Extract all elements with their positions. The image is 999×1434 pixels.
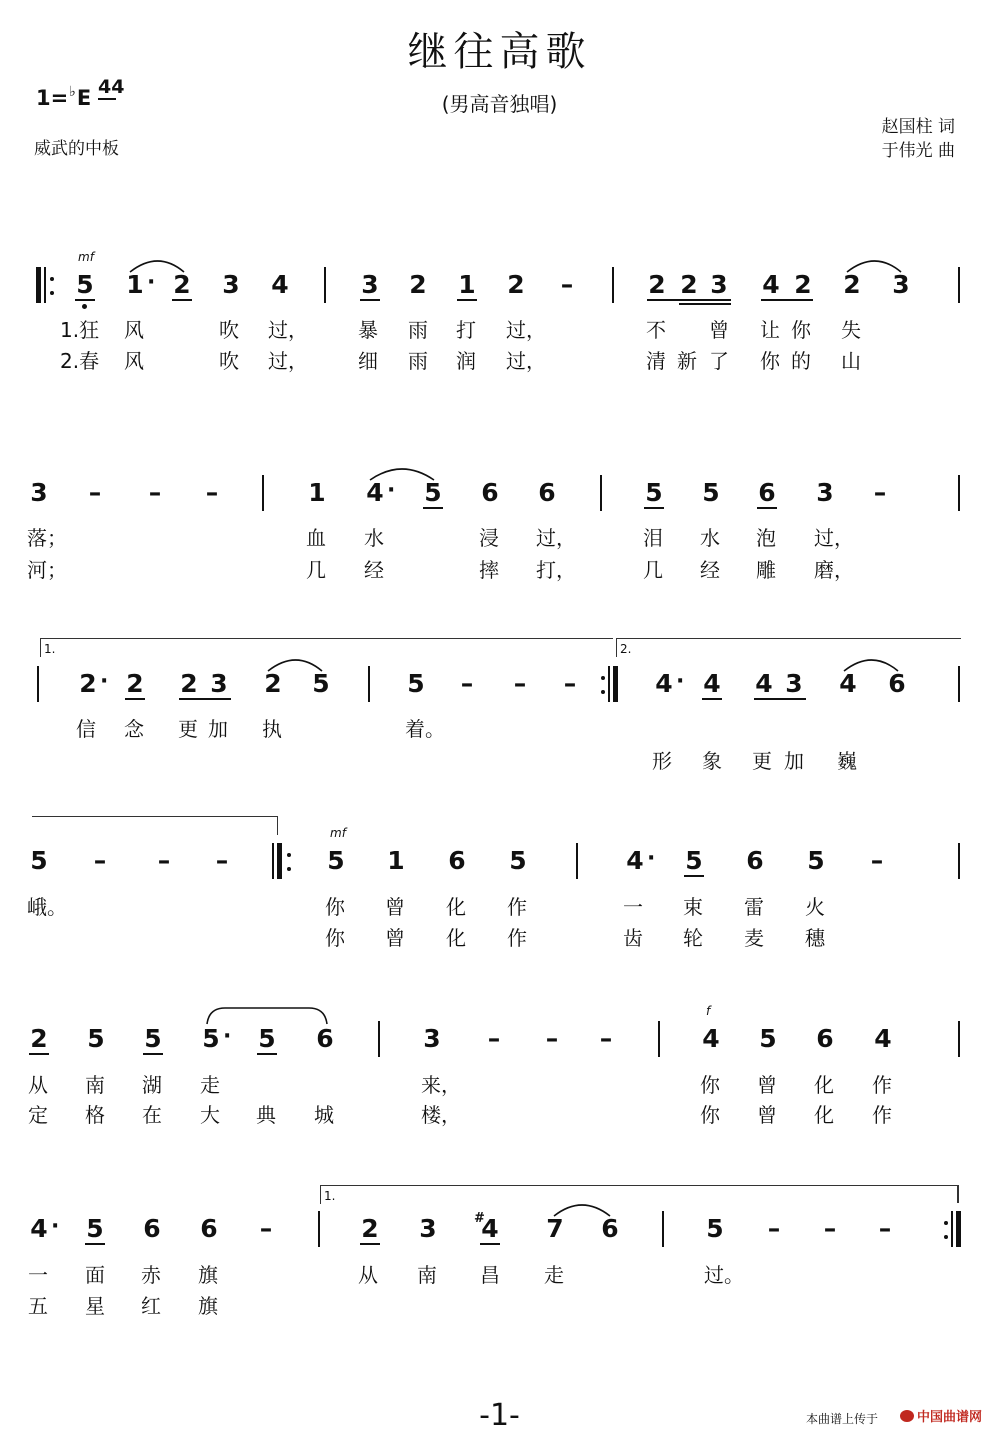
note: 6 [758, 478, 776, 507]
lyric: 失 [841, 318, 861, 342]
barline [958, 843, 960, 879]
repeat-dot [944, 1235, 948, 1239]
note: 3 [419, 1214, 437, 1243]
note: 2 [648, 270, 666, 299]
key-signature [36, 84, 91, 110]
note: 5 [86, 1214, 104, 1243]
lyric: 从 [28, 1073, 48, 1097]
lyric: 你 [760, 349, 780, 373]
lyric: 泪 [643, 526, 663, 550]
note: 4 [762, 270, 780, 299]
lyric: 雷 [744, 895, 764, 919]
time-bottom: 4 [111, 76, 125, 98]
barline [37, 666, 39, 702]
note: 5 [424, 478, 442, 507]
lyric: 形 [652, 749, 672, 773]
lyric: 着。 [405, 717, 445, 741]
lyric: 浸 [479, 526, 499, 550]
barline [958, 475, 960, 511]
lyric: 大 [200, 1103, 220, 1127]
repeat-start-bar [36, 267, 41, 303]
lyric: 五 [28, 1294, 48, 1318]
lyric: 来， [421, 1073, 461, 1097]
lyric: 2.春 [60, 349, 100, 373]
barline [958, 267, 960, 303]
lyric: 化 [814, 1103, 834, 1127]
volta-bracket-first [40, 638, 613, 657]
volta-bracket-end [957, 1185, 959, 1203]
lyric: 作 [507, 926, 527, 950]
lyric: 雨 [408, 349, 428, 373]
lyric: 楼， [421, 1103, 461, 1127]
volta-label: 2. [620, 642, 632, 656]
lyric: 过， [268, 349, 308, 373]
lyric: 轮 [683, 926, 703, 950]
note: 5 [807, 846, 825, 875]
dash: – [599, 1024, 613, 1053]
lyric: 你 [791, 318, 811, 342]
lyric: 曾 [709, 318, 729, 342]
lyric: 雨 [408, 318, 428, 342]
note: 5 [327, 846, 345, 875]
aug-dot: · [100, 669, 109, 694]
lyric: 麦 [744, 926, 764, 950]
lyric: 星 [85, 1294, 105, 1318]
lyric: 过。 [704, 1263, 744, 1287]
underline [179, 698, 231, 700]
barline [368, 666, 370, 702]
dash: – [205, 478, 219, 507]
note: 4 [703, 669, 721, 698]
aug-dot: · [223, 1024, 232, 1049]
lyric: 在 [142, 1103, 162, 1127]
lyric: 过， [506, 349, 546, 373]
lyric: 你 [325, 895, 345, 919]
note: 6 [538, 478, 556, 507]
lyric: 火 [805, 895, 825, 919]
note: 5 [702, 478, 720, 507]
lyric: 雕 [756, 558, 776, 582]
lyric: 南 [85, 1073, 105, 1097]
dash: – [545, 1024, 559, 1053]
repeat-dot [287, 867, 291, 871]
lyric: 吹 [219, 318, 239, 342]
note: 5 [87, 1024, 105, 1053]
aug-dot: · [387, 478, 396, 503]
note: 2 [30, 1024, 48, 1053]
lyric: 水 [700, 526, 720, 550]
lyric: 暴 [358, 318, 378, 342]
underline [757, 507, 777, 509]
slur [842, 653, 902, 673]
lyric: 打 [456, 318, 476, 342]
time-signature [98, 76, 124, 98]
note: 1 [458, 270, 476, 299]
lyric: 山 [841, 349, 861, 373]
volta-bracket-second [616, 638, 961, 657]
page-number: -1- [479, 1398, 520, 1433]
note: 2 [79, 669, 97, 698]
site-logo[interactable] [900, 1406, 982, 1425]
dash: – [878, 1214, 892, 1243]
slur [266, 653, 326, 673]
lyric: 风 [124, 349, 144, 373]
dynamic-mf: mf [330, 826, 346, 840]
tempo-marking: 威武的中板 [34, 139, 119, 159]
lyric: 峨。 [27, 895, 67, 919]
lyric: 更 [752, 749, 772, 773]
barline [324, 267, 326, 303]
lyric: 化 [446, 926, 466, 950]
dash: – [873, 478, 887, 507]
volta-bracket-first [320, 1185, 959, 1204]
note: 4 [626, 846, 644, 875]
lyric: 细 [358, 349, 378, 373]
dash: – [563, 669, 577, 698]
underline [85, 1243, 105, 1245]
barline [272, 843, 274, 879]
note: 6 [143, 1214, 161, 1243]
repeat-dot [50, 291, 54, 295]
lyric: 河； [27, 558, 67, 582]
lyric: 你 [700, 1073, 720, 1097]
lyric: 磨， [814, 558, 854, 582]
note: 2 [126, 669, 144, 698]
note: 4 [755, 669, 773, 698]
lyric: 格 [85, 1103, 105, 1127]
lyric: 经 [700, 558, 720, 582]
aug-dot: · [51, 1214, 60, 1239]
underline [257, 1053, 277, 1055]
lyric: 几 [306, 558, 326, 582]
lyric: 过， [268, 318, 308, 342]
barline [658, 1021, 660, 1057]
underline [423, 507, 443, 509]
lyric: 不 [646, 318, 666, 342]
barline [951, 1211, 953, 1247]
dynamic-f: f [706, 1004, 711, 1018]
lyric: 泡 [756, 526, 776, 550]
note: 2 [264, 669, 282, 698]
lyric: 曾 [385, 926, 405, 950]
lyric: 加 [208, 717, 228, 741]
note: 3 [30, 478, 48, 507]
note: 6 [200, 1214, 218, 1243]
lyric: 典 [256, 1103, 276, 1127]
lyric: 念 [124, 717, 144, 741]
note: 5 [76, 270, 94, 299]
lyric: 昌 [480, 1263, 500, 1287]
note: 2 [173, 270, 191, 299]
lyric: 执 [262, 717, 282, 741]
key-note: E [76, 86, 92, 110]
site-name: 中国曲谱网 [917, 1410, 983, 1425]
lyric: 走 [200, 1073, 220, 1097]
lyric: 的 [791, 349, 811, 373]
lyric: 过， [506, 318, 546, 342]
lyric: 吹 [219, 349, 239, 373]
dash: – [157, 846, 171, 875]
lyric: 更 [178, 717, 198, 741]
underline [754, 698, 806, 700]
lyric: 几 [643, 558, 663, 582]
time-top: 4 [98, 76, 112, 98]
note: 5 [258, 1024, 276, 1053]
note: 4 [655, 669, 673, 698]
note: 2 [843, 270, 861, 299]
dash: – [560, 270, 574, 299]
lyric: 南 [417, 1263, 437, 1287]
upload-credit: 本曲谱上传于 [806, 1412, 879, 1426]
note: 3 [785, 669, 803, 698]
lyric: 作 [872, 1103, 892, 1127]
dash: – [767, 1214, 781, 1243]
note: 1 [387, 846, 405, 875]
repeat-dot [50, 277, 54, 281]
lyric: 从 [358, 1263, 378, 1287]
underline [125, 698, 145, 700]
repeat-dot [601, 676, 605, 680]
dash: – [823, 1214, 837, 1243]
note: 4 [839, 669, 857, 698]
repeat-dot [287, 853, 291, 857]
lyric: 作 [872, 1073, 892, 1097]
lyric: 作 [507, 895, 527, 919]
dash: – [487, 1024, 501, 1053]
lyric: 清 [646, 349, 666, 373]
volta-label: 1. [44, 642, 56, 656]
lyric: 赤 [141, 1263, 161, 1287]
underline-double [679, 303, 731, 305]
note: 6 [448, 846, 466, 875]
lyric: 化 [814, 1073, 834, 1097]
lyric: 经 [364, 558, 384, 582]
lyric: 束 [683, 895, 703, 919]
sharp-sign: # [474, 1211, 485, 1226]
lyric: 一 [623, 895, 643, 919]
note: 6 [746, 846, 764, 875]
note: 4 [30, 1214, 48, 1243]
underline [360, 1243, 380, 1245]
underline [75, 299, 95, 301]
song-title: 继往高歌 [407, 29, 592, 75]
underline [761, 299, 813, 301]
dash: – [93, 846, 107, 875]
underline [360, 299, 380, 301]
lyric: 曾 [757, 1103, 777, 1127]
lyric: 红 [141, 1294, 161, 1318]
note: 4 [271, 270, 289, 299]
slur [552, 1198, 614, 1218]
repeat-dot [601, 690, 605, 694]
note: 5 [759, 1024, 777, 1053]
note: 2 [361, 1214, 379, 1243]
note: 3 [892, 270, 910, 299]
lyric: 你 [325, 926, 345, 950]
lyric: 齿 [623, 926, 643, 950]
note: 5 [645, 478, 663, 507]
underline [172, 299, 192, 301]
aug-dot: · [647, 846, 656, 871]
lyric: 过， [536, 526, 576, 550]
note: 5 [312, 669, 330, 698]
note: 5 [202, 1024, 220, 1053]
barline [262, 475, 264, 511]
note: 6 [481, 478, 499, 507]
barline [608, 666, 610, 702]
note: 5 [144, 1024, 162, 1053]
note: 1 [308, 478, 326, 507]
lyric: 水 [364, 526, 384, 550]
underline [644, 507, 664, 509]
barline [958, 1021, 960, 1057]
lyric: 化 [446, 895, 466, 919]
dynamic-mf: mf [78, 250, 94, 264]
underline [457, 299, 477, 301]
note: 2 [180, 669, 198, 698]
barline [600, 475, 602, 511]
lyric: 巍 [837, 749, 857, 773]
underline [29, 1053, 49, 1055]
dash: – [460, 669, 474, 698]
dash: – [88, 478, 102, 507]
dash: – [259, 1214, 273, 1243]
lyric: 摔 [479, 558, 499, 582]
dash: – [148, 478, 162, 507]
note: 6 [316, 1024, 334, 1053]
lyric: 过， [814, 526, 854, 550]
lyric: 血 [306, 526, 326, 550]
lyric: 走 [544, 1263, 564, 1287]
lyric: 了 [709, 349, 729, 373]
lyric: 旗 [198, 1294, 218, 1318]
lyric: 风 [124, 318, 144, 342]
slur [845, 254, 905, 274]
lyric: 城 [314, 1103, 334, 1127]
lyric: 面 [85, 1263, 105, 1287]
note: 2 [680, 270, 698, 299]
note: 5 [30, 846, 48, 875]
barline [612, 267, 614, 303]
repeat-start-bar [277, 843, 282, 879]
note: 5 [685, 846, 703, 875]
repeat-end-bar [956, 1211, 961, 1247]
aug-dot: · [147, 270, 156, 295]
lower-octave-dot [82, 304, 87, 309]
logo-icon [900, 1410, 914, 1422]
note: 6 [888, 669, 906, 698]
note: 4 [874, 1024, 892, 1053]
barline [662, 1211, 664, 1247]
lyric: 旗 [198, 1263, 218, 1287]
lyric: 象 [702, 749, 722, 773]
underline [480, 1243, 500, 1245]
song-subtitle: (男高音独唱) [441, 92, 558, 116]
lyric: 落； [27, 526, 67, 550]
lyric: 一 [28, 1263, 48, 1287]
lyric: 定 [28, 1103, 48, 1127]
note: 2 [507, 270, 525, 299]
flat-sign: ♭ [69, 84, 76, 100]
underline [647, 299, 731, 301]
note: 3 [816, 478, 834, 507]
note: 3 [710, 270, 728, 299]
lyric: 曾 [385, 895, 405, 919]
lyric: 1.狂 [60, 318, 100, 342]
lyric: 湖 [142, 1073, 162, 1097]
underline [684, 875, 704, 877]
lyric: 新 [677, 349, 697, 373]
note: 4 [481, 1214, 499, 1243]
note: 5 [407, 669, 425, 698]
note: 5 [509, 846, 527, 875]
note: 2 [794, 270, 812, 299]
slur [205, 1004, 330, 1026]
note: 4 [702, 1024, 720, 1053]
underline [143, 1053, 163, 1055]
note: 7 [546, 1214, 564, 1243]
note: 5 [706, 1214, 724, 1243]
note: 3 [222, 270, 240, 299]
note: 3 [210, 669, 228, 698]
lyric: 打， [536, 558, 576, 582]
barline [378, 1021, 380, 1057]
barline [576, 843, 578, 879]
note: 2 [409, 270, 427, 299]
lyric: 穗 [805, 926, 825, 950]
barline [958, 666, 960, 702]
lyric: 润 [456, 349, 476, 373]
underline [702, 698, 722, 700]
volta-bracket-continue [32, 816, 278, 835]
note: 3 [361, 270, 379, 299]
repeat-end-bar [613, 666, 618, 702]
note: 6 [816, 1024, 834, 1053]
dash: – [513, 669, 527, 698]
lyricist-credit: 赵国柱 词 [881, 117, 955, 137]
lyric: 你 [700, 1103, 720, 1127]
volta-label: 1. [324, 1189, 336, 1203]
composer-credit: 于伟光 曲 [881, 141, 955, 161]
barline [318, 1211, 320, 1247]
aug-dot: · [676, 669, 685, 694]
repeat-dot [944, 1221, 948, 1225]
note: 3 [423, 1024, 441, 1053]
slur [128, 254, 188, 274]
lyric: 曾 [757, 1073, 777, 1097]
lyric: 信 [76, 717, 96, 741]
barline [44, 267, 46, 303]
slur [368, 462, 438, 482]
note: 4 [366, 478, 384, 507]
key-prefix: 1= [36, 86, 69, 110]
dash: – [215, 846, 229, 875]
lyric: 让 [760, 318, 780, 342]
dash: – [870, 846, 884, 875]
lyric: 加 [784, 749, 804, 773]
note: 1 [126, 270, 144, 299]
note: 6 [601, 1214, 619, 1243]
